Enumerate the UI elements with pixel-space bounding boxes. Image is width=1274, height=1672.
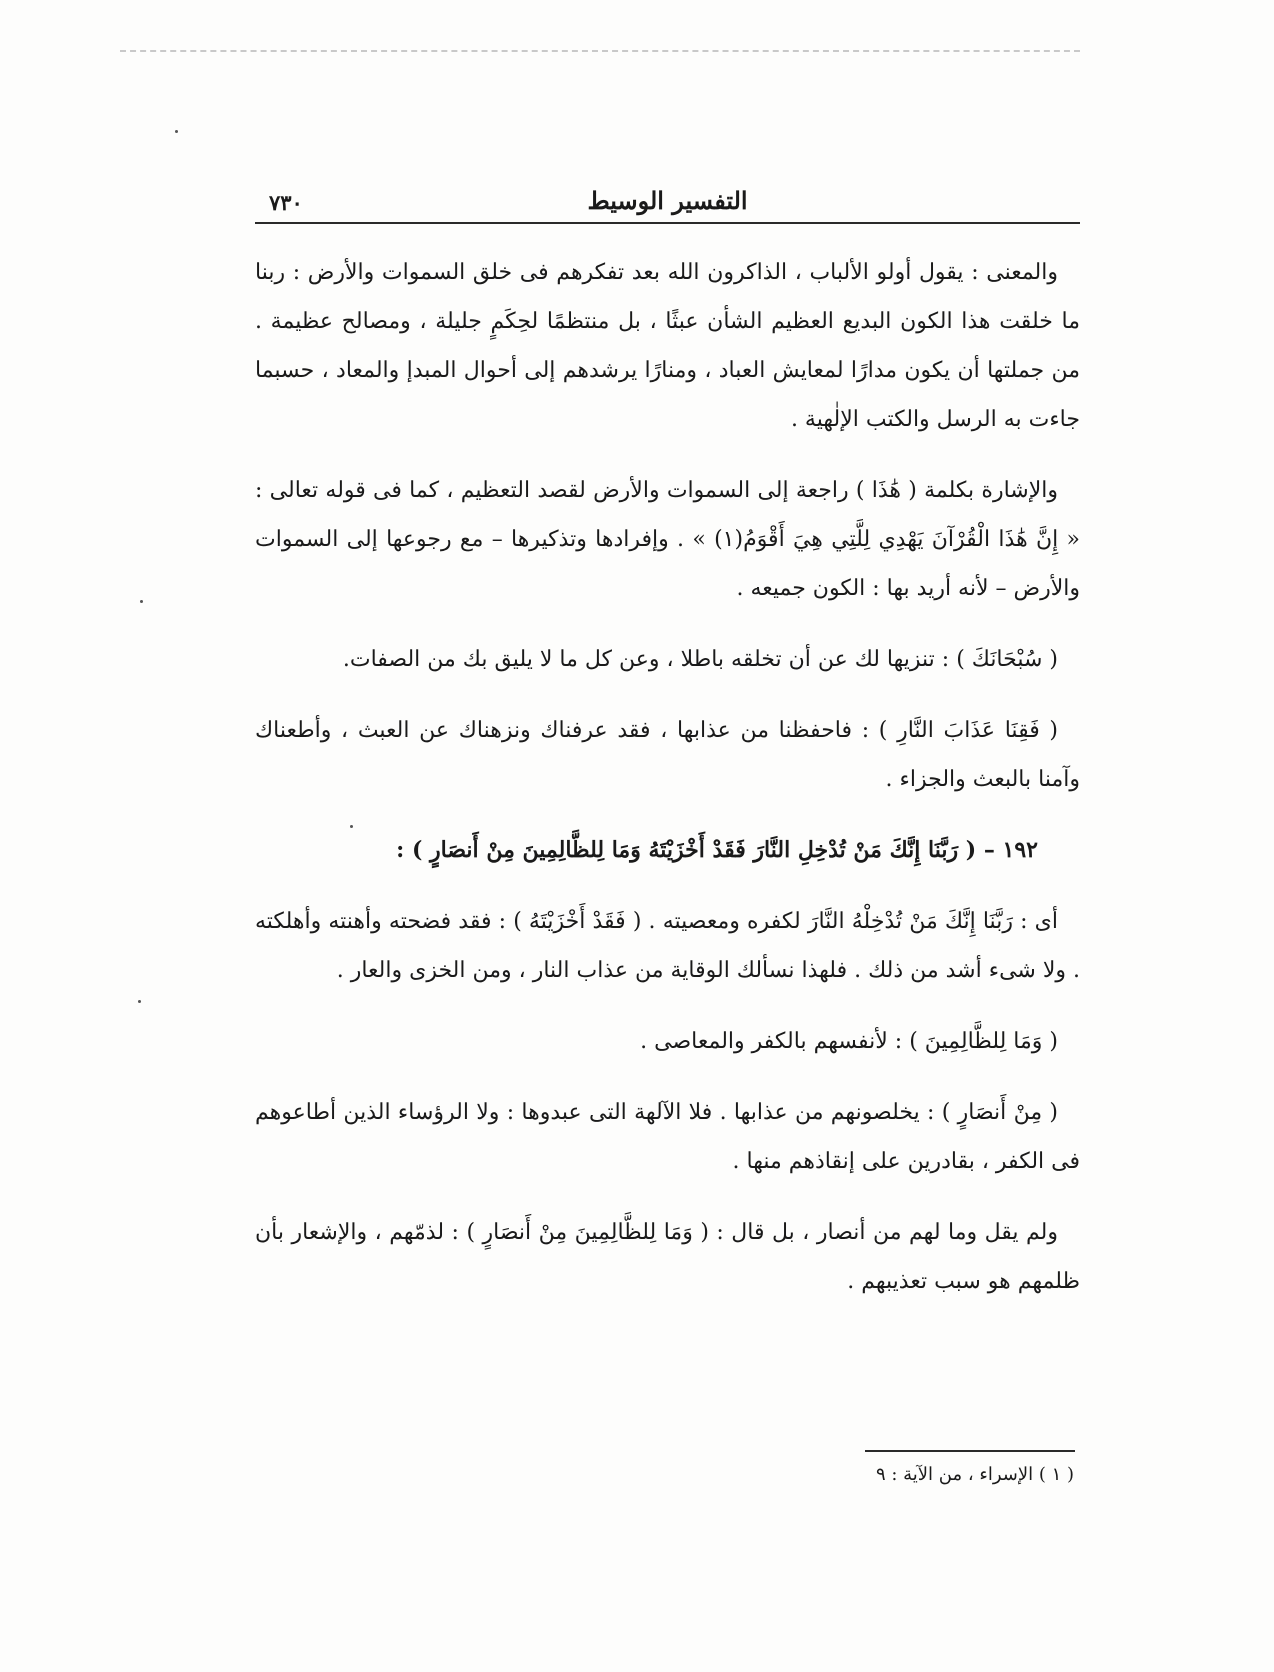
scan-speck	[140, 600, 143, 603]
page-header	[255, 184, 1080, 222]
footnote-rule	[865, 1450, 1075, 1452]
paragraph-subhanaka: ( سُبْحَانَكَ ) : تنزيها لك عن أن تخلقه باطلا ، وعن كل ما لا يليق بك من الصفات.	[342, 647, 1058, 672]
paragraph-meaning: والمعنى : يقول أولو الألباب ، الذاكرون الله بعد تفكرهم فى خلق السموات والأرض : ربنا ما خلقت هذا الكون البديع العظيم الشأن عبثًا ، بل منتظمًا لحِكَمٍ جليلة ، ومصالح عظيمة . من جملتها أن يكون مدارًا لمعايش العباد ، ومنارًا يرشدهم إلى أحوال المبدإ والمعاد ، حسبما جاءت به الرسل والكتب الإلٰهية .	[255, 260, 1080, 432]
scan-speck	[175, 130, 178, 133]
paragraph-reference: والإشارة بكلمة ( هَٰذَا ) راجعة إلى السموات والأرض لقصد التعظيم ، كما فى قوله تعالى : « إِنَّ هَٰذَا الْقُرْآنَ يَهْدِي لِلَّتِي هِيَ أَقْوَمُ(١) » . وإفرادها وتذكيرها – مع رجوعها إلى السموات والأرض – لأنه أريد بها : الكون جميعه .	[255, 478, 1080, 601]
scan-speck	[138, 1000, 141, 1003]
scan-speck	[350, 825, 353, 828]
verse-192: ١٩٢ – ( رَبَّنَا إِنَّكَ مَنْ تُدْخِلِ النَّارَ فَقَدْ أَخْزَيْتَهُ وَمَا لِلظَّالِمِينَ مِنْ أَنصَارٍ ) :	[396, 837, 1038, 863]
paragraph-protect-us: ( فَقِنَا عَذَابَ النَّارِ ) : فاحفظنا من عذابها ، فقد عرفناك ونزهناك عن العبث ، وأطعناك وآمنا بالبعث والجزاء .	[255, 718, 1080, 792]
paragraph-reason: ولم يقل وما لهم من أنصار ، بل قال : ( وَمَا لِلظَّالِمِينَ مِنْ أَنصَارٍ ) : لذمّهم ، والإشعار بأن ظلمهم هو سبب تعذيبهم .	[255, 1220, 1080, 1294]
page-number: ٧٣٠	[269, 190, 303, 215]
paragraph-wrongdoers: ( وَمَا لِلظَّالِمِينَ ) : لأنفسهم بالكفر والمعاصى .	[640, 1029, 1058, 1054]
header-rule	[255, 222, 1080, 224]
body-text	[255, 248, 1080, 1328]
footnote: ( ١ ) الإسراء ، من الآية : ٩	[875, 1464, 1074, 1485]
scan-edge-line	[120, 50, 1080, 52]
paragraph-helpers: ( مِنْ أَنصَارٍ ) : يخلصونهم من عذابها . فلا الآلهة التى عبدوها : ولا الرؤساء الذين أطاعوهم فى الكفر ، بقادرين على إنقاذهم منها .	[255, 1100, 1080, 1174]
paragraph-explanation: أى : رَبَّنَا إِنَّكَ مَنْ تُدْخِلْهُ النَّارَ لكفره ومعصيته . ( فَقَدْ أَخْزَيْتَهُ ) : فقد فضحته وأهنته وأهلكته . ولا شىء أشد من ذلك . فلهذا نسألك الوقاية من عذاب النار ، ومن الخزى والعار .	[255, 909, 1080, 983]
running-title: التفسير الوسيط	[587, 186, 748, 215]
